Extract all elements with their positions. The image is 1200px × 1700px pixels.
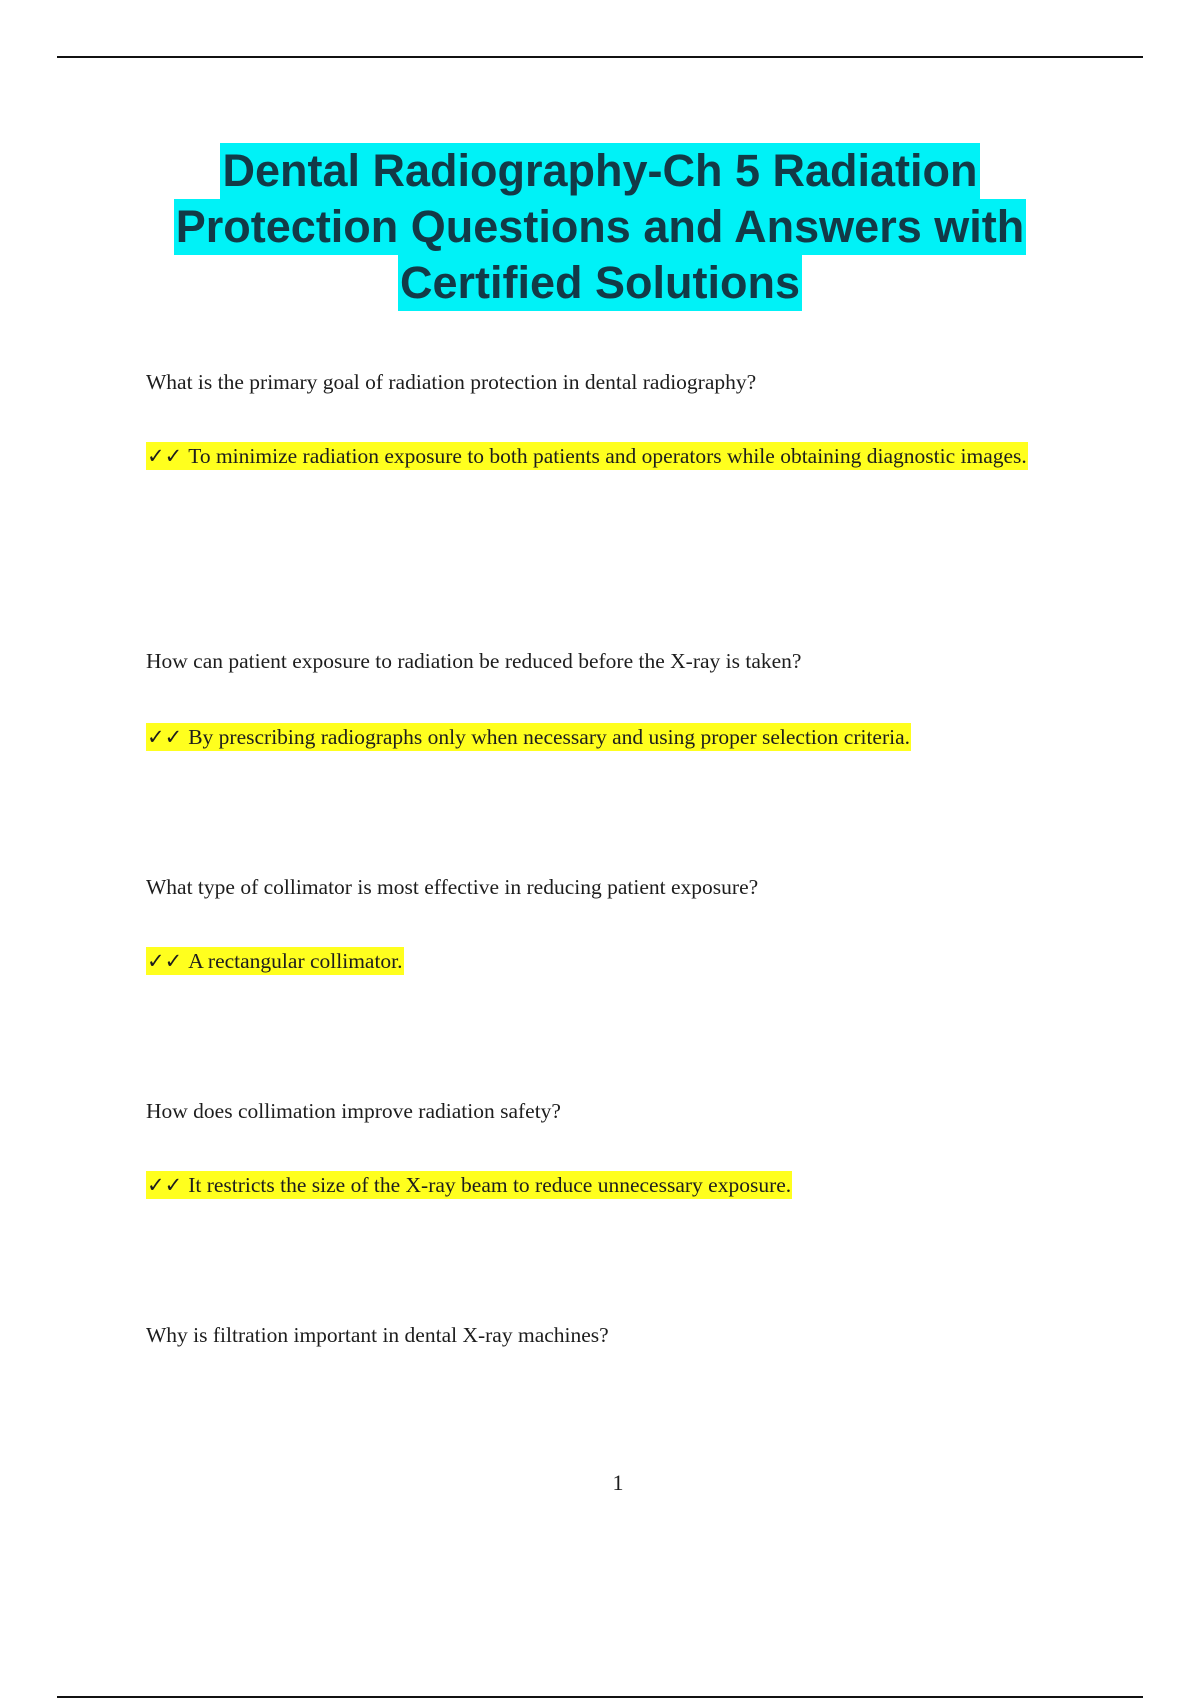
answer-highlight (146, 947, 404, 975)
top-rule (57, 56, 1143, 58)
question-4 (146, 1097, 1086, 1125)
answer-highlight (146, 723, 911, 751)
question-3 (146, 873, 1086, 901)
question-1 (146, 368, 1086, 396)
question-text: Why is filtration important in dental X-ray machines? (146, 1323, 609, 1347)
bottom-rule (57, 1696, 1143, 1698)
answer-text: To minimize radiation exposure to both patients and operators while obtaining diagnostic images. (188, 444, 1027, 468)
answer-text: By prescribing radiographs only when necessary and using proper selection criteria. (188, 725, 911, 749)
question-5 (146, 1321, 1086, 1349)
question-2 (146, 647, 1086, 675)
answer-text: It restricts the size of the X-ray beam to reduce unnecessary exposure. (188, 1173, 792, 1197)
double-check-icon: ✓✓ (147, 444, 183, 468)
double-check-icon: ✓✓ (147, 725, 183, 749)
page-number: 1 (612, 1470, 624, 1495)
answer-4 (146, 1171, 1086, 1199)
title-line-1: Dental Radiography-Ch 5 Radiation (220, 143, 979, 199)
answer-2 (146, 723, 1086, 751)
document-title (100, 143, 1100, 311)
answer-text: A rectangular collimator. (188, 949, 403, 973)
question-text: What is the primary goal of radiation protection in dental radiography? (146, 370, 757, 394)
answer-1 (146, 425, 1086, 487)
title-line-3: Certified Solutions (398, 255, 802, 311)
answer-3 (146, 947, 1086, 975)
title-line-2: Protection Questions and Answers with (174, 199, 1026, 255)
question-text: How can patient exposure to radiation be reduced before the X-ray is taken? (146, 649, 802, 673)
double-check-icon: ✓✓ (147, 949, 183, 973)
question-text: How does collimation improve radiation safety? (146, 1099, 561, 1123)
answer-highlight (146, 1171, 792, 1199)
double-check-icon: ✓✓ (147, 1173, 183, 1197)
question-text: What type of collimator is most effective in reducing patient exposure? (146, 875, 759, 899)
answer-highlight (146, 442, 1028, 470)
